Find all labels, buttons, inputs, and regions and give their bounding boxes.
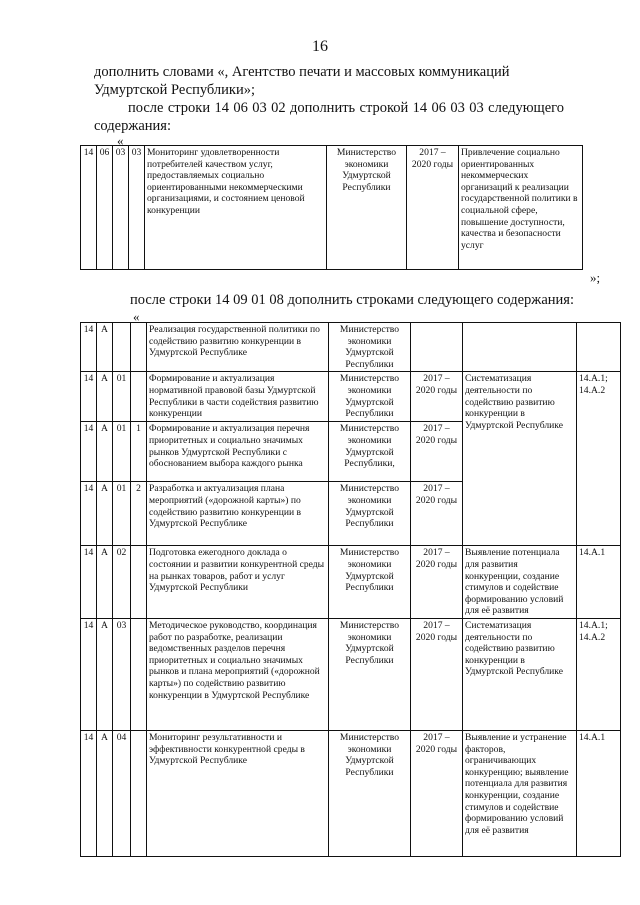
table-cell-indicator: 14.А.1: [577, 730, 621, 856]
table-cell-executor: Министерство экономики Удмуртской Республики: [327, 146, 407, 270]
table-cell-indicator: 14.А.1; 14.А.2: [577, 618, 621, 730]
table-cell-result: Выявление и устранение факторов, ограничивающих конкуренцию; выявление потенциала для развития конкуренции, создание стимулов и содействие формированию условий для её развития: [463, 730, 577, 856]
table-cell-result: Систематизация деятельности по содействию развитию конкуренции в Удмуртской Республике: [463, 372, 577, 546]
table-cell-code: 2: [131, 482, 147, 546]
table-cell-code: 14: [81, 372, 97, 422]
table-row: [81, 730, 621, 856]
table-cell-period: 2017 – 2020 годы: [411, 372, 463, 422]
table-cell-code: 03: [113, 146, 129, 270]
table-cell-code: 01: [113, 482, 131, 546]
table-cell-measure: Формирование и актуализация нормативной правовой базы Удмуртской Республики в части содействия развитию конкуренции: [147, 372, 329, 422]
quote-close-1: »;: [590, 270, 601, 285]
table-cell-code: 04: [113, 730, 131, 856]
table-cell-code: [131, 730, 147, 856]
table-cell-executor: Министерство экономики Удмуртской Республики: [329, 323, 411, 372]
table-cell-indicator: [577, 323, 621, 372]
paragraph-after-row-1-cont: содержания:: [94, 118, 172, 134]
table-cell-code: [131, 546, 147, 619]
table-cell-period: 2017 – 2020 годы: [411, 546, 463, 619]
table-cell-executor: Министерство экономики Удмуртской Республики: [329, 618, 411, 730]
insert-table-2: [80, 322, 621, 857]
table-cell-result: [463, 323, 577, 372]
table-cell-code: А: [97, 372, 113, 422]
table-cell-code: 14: [81, 422, 97, 482]
table-cell-period: 2017 – 2020 годы: [411, 482, 463, 546]
table-row: [81, 146, 583, 270]
table-cell-code: А: [97, 730, 113, 856]
table-cell-code: 14: [81, 618, 97, 730]
paragraph-after-row-1: после строки 14 06 03 02 дополнить строкой 14 06 03 03 следующего: [128, 100, 564, 116]
table-cell-code: 14: [81, 730, 97, 856]
table-cell-code: 01: [113, 422, 131, 482]
table-cell-code: [131, 372, 147, 422]
table-cell-period: [411, 323, 463, 372]
table-cell-code: 01: [113, 372, 131, 422]
table-cell-period: 2017 – 2020 годы: [411, 618, 463, 730]
table-cell-code: [113, 323, 131, 372]
table-row: [81, 372, 621, 422]
table-cell-code: 03: [129, 146, 145, 270]
insert-table-1: [80, 145, 583, 270]
table-row: [81, 618, 621, 730]
table-cell-measure: Методическое руководство, координация работ по разработке, реализации ведомственных разделов перечня приоритетных и социально значимых рынков и плана мероприятий («дорожной карты») по содействию развитию конкуренции в Удмуртской Республике: [147, 618, 329, 730]
table-cell-code: А: [97, 618, 113, 730]
table-cell-period: 2017 – 2020 годы: [411, 730, 463, 856]
table-cell-measure: Подготовка ежегодного доклада о состоянии и развитии конкурентной среды на рынках товаров, работ и услуг Удмуртской Республики: [147, 546, 329, 619]
quote-open-2: «: [133, 309, 140, 324]
table-cell-result: Выявление потенциала для развития конкуренции, создание стимулов и содействие формированию условий для её развития: [463, 546, 577, 619]
table-cell-code: 06: [97, 146, 113, 270]
table-cell-executor: Министерство экономики Удмуртской Республики: [329, 546, 411, 619]
table-cell-result: Систематизация деятельности по содействию развитию конкуренции в Удмуртской Республике: [463, 618, 577, 730]
table-cell-measure: Мониторинг результативности и эффективности конкурентной среды в Удмуртской Республике: [147, 730, 329, 856]
table-cell-period: 2017 – 2020 годы: [407, 146, 459, 270]
quote-open-1: «: [117, 133, 124, 148]
table-cell-code: 03: [113, 618, 131, 730]
table-cell-executor: Министерство экономики Удмуртской Республики: [329, 372, 411, 422]
paragraph-after-row-2: после строки 14 09 01 08 дополнить строками следующего содержания:: [130, 292, 574, 308]
table-cell-code: 1: [131, 422, 147, 482]
table-cell-code: 14: [81, 146, 97, 270]
table-cell-code: [131, 323, 147, 372]
paragraph-amend-words: дополнить словами «, Агентство печати и массовых коммуникаций Удмуртской Республики»;: [94, 64, 510, 98]
table-cell-code: А: [97, 546, 113, 619]
table-cell-measure: Формирование и актуализация перечня приоритетных и социально значимых рынков Удмуртской Республики с обоснованием выбора каждого рынка: [147, 422, 329, 482]
table-row: [81, 546, 621, 619]
table-cell-indicator: 14.А.1: [577, 546, 621, 619]
page-number: 16: [312, 38, 328, 55]
table-cell-measure: Реализация государственной политики по содействию развитию конкуренции в Удмуртской Республике: [147, 323, 329, 372]
table-cell-executor: Министерство экономики Удмуртской Республики: [329, 730, 411, 856]
table-cell-indicator: 14.А.1; 14.А.2: [577, 372, 621, 546]
table-cell-period: 2017 – 2020 годы: [411, 422, 463, 482]
table-row: [81, 323, 621, 372]
table-cell-code: 14: [81, 323, 97, 372]
table-cell-code: [131, 618, 147, 730]
table-cell-code: А: [97, 482, 113, 546]
table-cell-code: 14: [81, 546, 97, 619]
table-cell-code: А: [97, 323, 113, 372]
table-cell-measure: Мониторинг удовлетворенности потребителей качеством услуг, предоставляемых социально ориентированными некоммерческими организациями, и состоянием ценовой конкуренции: [145, 146, 327, 270]
table-cell-code: 02: [113, 546, 131, 619]
table-cell-measure: Разработка и актуализация плана мероприятий («дорожной карты») по содействию развитию конкуренции в Удмуртской Республике: [147, 482, 329, 546]
table-cell-result: Привлечение социально ориентированных некоммерческих организаций к реализации государственной политики в социальной сфере, повышение доступности, качества и безопасности услуг: [459, 146, 583, 270]
table-cell-executor: Министерство экономики Удмуртской Республики: [329, 482, 411, 546]
table-cell-code: А: [97, 422, 113, 482]
table-cell-code: 14: [81, 482, 97, 546]
table-cell-executor: Министерство экономики Удмуртской Республики,: [329, 422, 411, 482]
